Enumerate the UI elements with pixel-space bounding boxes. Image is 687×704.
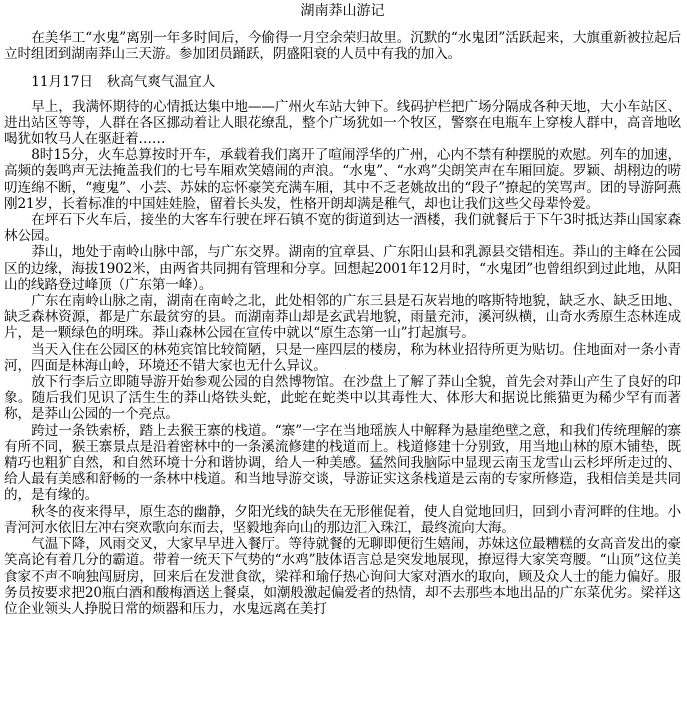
body-paragraph-5: 广东在南岭山脉之南，湖南在南岭之北，此处相邻的广东三县是石灰岩地的喀斯特地貌，缺乏水、缺乏田地、缺乏森林资源，都是广东最贫穷的县。而湖南莽山却是玄武岩地貌，雨量充沛，溪河纵横，山奇水秀原生态林连成片，是一颗绿色的明珠。莽山森林公园在宣传中就以“原生态第一山”打起旗号。 xyxy=(4,293,681,342)
body-paragraph-7: 放下行李后立即随导游开始参观公园的自然博物馆。在沙盘上了解了莽山全貌，首先会对莽山产生了良好的印象。随后我们见识了活生生的莽山烙铁头蛇，此蛇在蛇类中以其毒性大、体形大和据说比熊猫更为稀少罕有而著称，是莽山公园的一个亮点。 xyxy=(4,374,681,423)
body-paragraph-6: 当天入住在公园区的林苑宾馆比较简陋，只是一座四层的楼房，称为林业招待所更为贴切。住地面对一条小青河，四面是林海山岭，环境还不错大家也无什么异议。 xyxy=(4,341,681,374)
body-paragraph-9: 秋冬的夜来得早，原生态的幽静，夕阳光线的缺失在无形催促着，使人自觉地回归，回到小青河畔的住地。小青河河水依旧左冲右突欢歌向东而去，坚毅地奔向山的那边汇入珠江，最终流向大海。 xyxy=(4,503,681,536)
body-paragraph-2: 8时15分，火车总算按时开车，承载着我们离开了喧闹浮华的广州，心内不禁有种摆脱的欢慰。列车的加速，高频的轰鸣声无法掩盖我们的七号车厢欢笑嬉闹的声浪。“水鬼”、“水鸡”尖朗笑声在车厢回旋。罗颖、胡栩边的唠叨连绵不断，“瘦鬼”、小芸、苏妹的忘怀豪笑充满车厢，其中不乏老姚故出的“段子”撩起的笑骂声。团的导游阿燕刚21岁，长着标准的中国娃娃脸，留着长头发，性格开朗却满是稚气，却也让我们这些父母辈怜爱。 xyxy=(4,147,681,212)
body-paragraph-10: 气温下降，风雨交叉，大家早早进入餐厅。等待就餐的无聊即便衍生嬉闹，苏妹这位最糟糕的女高音发出的豪笑高论有着几分的霸道。带着一统天下气势的“水鸡”肢体语言总是突发地展现，撩逗得大家笑弯腰。“山顶”这位美食家不声不响独闯厨房，回来后在发泄食欲，梁祥和瑜仔热心询问大家对酒水的取向，顾及众人士的能力偏好。服务员按要求把20瓶白酒和酸梅酒送上餐桌，如潮般激起偏爱者的热情，却不去那些本地出品的广东菜优劣。梁祥这位企业领头人挣脱日常的烦器和压力，水鬼远离在美打 xyxy=(4,536,681,617)
spacer xyxy=(4,62,681,74)
body-paragraph-4: 莽山，地处于南岭山脉中部，与广东交界。湖南的宜章县、广东阳山县和乳源县交错相连。莽山的主峰在公园区的边缘，海拔1902米，由两省共同拥有管理和分享。回想起2001年12月时，“水鬼团”也曾组织到过此地，从阳山的线路登过峰顶（广东第一峰）。 xyxy=(4,244,681,293)
date-heading: 11月17日 秋高气爽气温宜人 xyxy=(31,74,216,91)
body-paragraph-1: 早上，我满怀期待的心情抵达集中地——广州火车站大钟下。线码护栏把广场分隔成各种天地，大小车站区、进出站区等等，人群在各区挪动着让人眼花缭乱，整个广场犹如一个牧区，警察在电瓶车上穿梭人群中，高音地吆喝犹如牧马人在驱赶着…… xyxy=(4,98,681,148)
body-paragraph-3: 在坪石下火车后，接坐的大客车行驶在坪石镇不宽的街道到达一酒楼，我们就餐后于下午3时抵达莽山国家森林公园。 xyxy=(4,212,681,245)
body-paragraph-8: 跨过一条铁索桥，踏上去猴王寨的栈道。“寨”一字在当地瑶族人中解释为悬崖绝壁之意，和我们传统理解的寨有所不同，猴王寨景点是沿着密林中的一条溪流修建的栈道而上。栈道修建十分别致，用当地山林的原木铺垫，既精巧也粗犷自然，和自然环境十分和谐协调，给人一种美感。猛然间我脑际中显现云南玉龙雪山云杉坪所走过的、给人最有美感和舒畅的一条林中栈道。和当地导游交谈，导游证实这条栈道是云南的专家所修造，我相信美是共同的，是有缘的。 xyxy=(4,422,681,504)
intro-paragraph: 在美华工“水鬼”离别一年多时间后，今偷得一月空余荣归故里。沉默的“水鬼团”活跃起来，大旗重新被拉起后立时组团到湖南莽山三天游。参加团员踊跃，阴盛阳衰的人员中有我的加入。 xyxy=(4,30,681,63)
document-title: 湖南莽山游记 xyxy=(300,3,385,19)
